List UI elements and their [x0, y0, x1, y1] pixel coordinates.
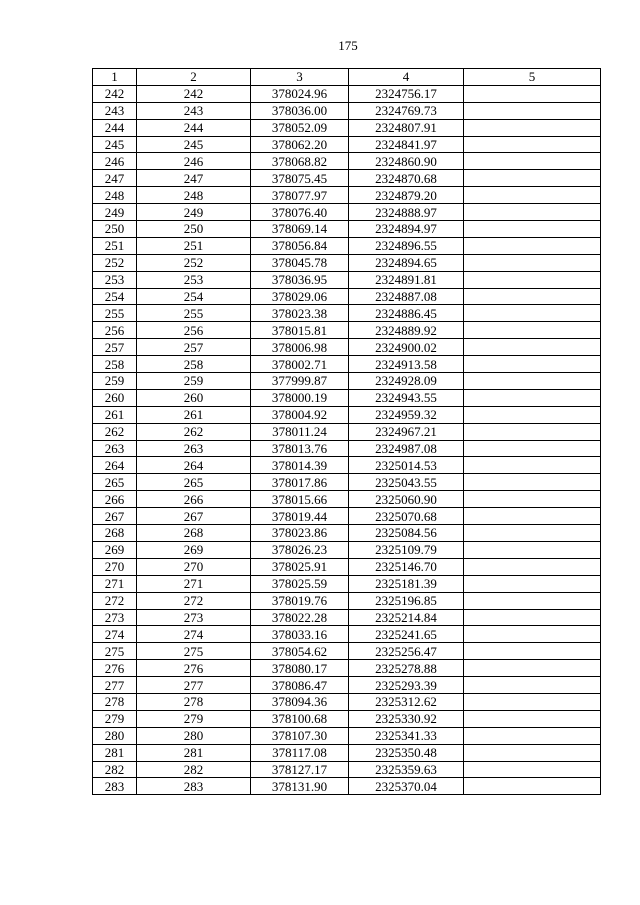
y-coordinate-cell: 2325293.39: [349, 677, 464, 694]
point-id-cell: 270: [137, 558, 251, 575]
note-cell: [464, 575, 601, 592]
point-id-cell: 242: [137, 85, 251, 102]
table-row: [93, 237, 601, 254]
point-number-cell: 242: [93, 85, 137, 102]
point-id-cell: 282: [137, 761, 251, 778]
point-id-cell: 283: [137, 778, 251, 795]
table-row: [93, 204, 601, 221]
table-row: [93, 609, 601, 626]
y-coordinate-cell: 2325146.70: [349, 558, 464, 575]
x-coordinate-cell: 378052.09: [251, 119, 349, 136]
y-coordinate-cell: 2325350.48: [349, 744, 464, 761]
point-id-cell: 268: [137, 525, 251, 542]
x-coordinate-cell: 378025.59: [251, 575, 349, 592]
point-id-cell: 276: [137, 660, 251, 677]
point-id-cell: 245: [137, 136, 251, 153]
y-coordinate-cell: 2324943.55: [349, 389, 464, 406]
point-id-cell: 246: [137, 153, 251, 170]
table-row: [93, 626, 601, 643]
table-row: [93, 254, 601, 271]
point-id-cell: 258: [137, 356, 251, 373]
point-number-cell: 247: [93, 170, 137, 187]
point-id-cell: 253: [137, 271, 251, 288]
y-coordinate-cell: 2325043.55: [349, 474, 464, 491]
y-coordinate-cell: 2324886.45: [349, 305, 464, 322]
table-row: [93, 288, 601, 305]
note-cell: [464, 423, 601, 440]
note-cell: [464, 271, 601, 288]
note-cell: [464, 541, 601, 558]
point-number-cell: 245: [93, 136, 137, 153]
point-number-cell: 244: [93, 119, 137, 136]
y-coordinate-cell: 2324967.21: [349, 423, 464, 440]
note-cell: [464, 339, 601, 356]
x-coordinate-cell: 378024.96: [251, 85, 349, 102]
point-number-cell: 271: [93, 575, 137, 592]
point-id-cell: 251: [137, 237, 251, 254]
point-id-cell: 257: [137, 339, 251, 356]
y-coordinate-cell: 2324879.20: [349, 187, 464, 204]
point-id-cell: 252: [137, 254, 251, 271]
point-number-cell: 280: [93, 727, 137, 744]
point-number-cell: 248: [93, 187, 137, 204]
table-row: [93, 187, 601, 204]
y-coordinate-cell: 2325370.04: [349, 778, 464, 795]
point-number-cell: 267: [93, 508, 137, 525]
x-coordinate-cell: 378002.71: [251, 356, 349, 373]
note-cell: [464, 693, 601, 710]
x-coordinate-cell: 378062.20: [251, 136, 349, 153]
x-coordinate-cell: 377999.87: [251, 373, 349, 390]
x-coordinate-cell: 378100.68: [251, 710, 349, 727]
point-number-cell: 273: [93, 609, 137, 626]
table-row: [93, 119, 601, 136]
x-coordinate-cell: 378069.14: [251, 221, 349, 238]
note-cell: [464, 221, 601, 238]
note-cell: [464, 187, 601, 204]
y-coordinate-cell: 2325278.88: [349, 660, 464, 677]
note-cell: [464, 710, 601, 727]
point-id-cell: 244: [137, 119, 251, 136]
point-id-cell: 272: [137, 592, 251, 609]
note-cell: [464, 288, 601, 305]
point-number-cell: 272: [93, 592, 137, 609]
note-cell: [464, 305, 601, 322]
y-coordinate-cell: 2324928.09: [349, 373, 464, 390]
y-coordinate-cell: 2324807.91: [349, 119, 464, 136]
point-id-cell: 269: [137, 541, 251, 558]
table-row: [93, 305, 601, 322]
point-id-cell: 249: [137, 204, 251, 221]
table-row: [93, 541, 601, 558]
x-coordinate-cell: 378015.81: [251, 322, 349, 339]
table-body: [93, 85, 601, 794]
y-coordinate-cell: 2324959.32: [349, 406, 464, 423]
note-cell: [464, 677, 601, 694]
note-cell: [464, 102, 601, 119]
point-number-cell: 256: [93, 322, 137, 339]
note-cell: [464, 170, 601, 187]
table-row: [93, 660, 601, 677]
y-coordinate-cell: 2325070.68: [349, 508, 464, 525]
table-row: [93, 457, 601, 474]
header-cell-5: 5: [464, 69, 601, 86]
point-number-cell: 268: [93, 525, 137, 542]
point-id-cell: 279: [137, 710, 251, 727]
table-row: [93, 778, 601, 795]
point-number-cell: 252: [93, 254, 137, 271]
note-cell: [464, 727, 601, 744]
note-cell: [464, 254, 601, 271]
table-row: [93, 440, 601, 457]
point-id-cell: 250: [137, 221, 251, 238]
note-cell: [464, 761, 601, 778]
table-row: [93, 406, 601, 423]
note-cell: [464, 744, 601, 761]
note-cell: [464, 373, 601, 390]
point-id-cell: 263: [137, 440, 251, 457]
point-number-cell: 269: [93, 541, 137, 558]
point-number-cell: 277: [93, 677, 137, 694]
table-row: [93, 761, 601, 778]
note-cell: [464, 85, 601, 102]
point-id-cell: 267: [137, 508, 251, 525]
page-number: 175: [338, 38, 358, 53]
x-coordinate-cell: 378026.23: [251, 541, 349, 558]
point-id-cell: 255: [137, 305, 251, 322]
point-id-cell: 265: [137, 474, 251, 491]
x-coordinate-cell: 378019.44: [251, 508, 349, 525]
table-row: [93, 136, 601, 153]
note-cell: [464, 389, 601, 406]
header-cell-1: 1: [93, 69, 137, 86]
x-coordinate-cell: 378025.91: [251, 558, 349, 575]
x-coordinate-cell: 378017.86: [251, 474, 349, 491]
note-cell: [464, 440, 601, 457]
point-number-cell: 259: [93, 373, 137, 390]
x-coordinate-cell: 378023.38: [251, 305, 349, 322]
point-id-cell: 275: [137, 643, 251, 660]
point-number-cell: 270: [93, 558, 137, 575]
table-row: [93, 592, 601, 609]
point-id-cell: 261: [137, 406, 251, 423]
table-row: [93, 153, 601, 170]
point-number-cell: 283: [93, 778, 137, 795]
point-number-cell: 251: [93, 237, 137, 254]
x-coordinate-cell: 378033.16: [251, 626, 349, 643]
table-row: [93, 643, 601, 660]
point-id-cell: 264: [137, 457, 251, 474]
y-coordinate-cell: 2325109.79: [349, 541, 464, 558]
y-coordinate-cell: 2324891.81: [349, 271, 464, 288]
point-number-cell: 250: [93, 221, 137, 238]
header-row: [93, 69, 601, 86]
note-cell: [464, 356, 601, 373]
table-row: [93, 491, 601, 508]
point-number-cell: 262: [93, 423, 137, 440]
y-coordinate-cell: 2324913.58: [349, 356, 464, 373]
point-id-cell: 262: [137, 423, 251, 440]
point-number-cell: 253: [93, 271, 137, 288]
x-coordinate-cell: 378019.76: [251, 592, 349, 609]
point-id-cell: 248: [137, 187, 251, 204]
x-coordinate-cell: 378023.86: [251, 525, 349, 542]
x-coordinate-cell: 378013.76: [251, 440, 349, 457]
header-cell-2: 2: [137, 69, 251, 86]
y-coordinate-cell: 2324870.68: [349, 170, 464, 187]
point-number-cell: 278: [93, 693, 137, 710]
x-coordinate-cell: 378107.30: [251, 727, 349, 744]
table-row: [93, 373, 601, 390]
y-coordinate-cell: 2325060.90: [349, 491, 464, 508]
y-coordinate-cell: 2324887.08: [349, 288, 464, 305]
y-coordinate-cell: 2324841.97: [349, 136, 464, 153]
x-coordinate-cell: 378014.39: [251, 457, 349, 474]
note-cell: [464, 237, 601, 254]
point-number-cell: 260: [93, 389, 137, 406]
x-coordinate-cell: 378080.17: [251, 660, 349, 677]
y-coordinate-cell: 2325341.33: [349, 727, 464, 744]
point-id-cell: 254: [137, 288, 251, 305]
table-row: [93, 693, 601, 710]
table-row: [93, 710, 601, 727]
table-row: [93, 221, 601, 238]
table-row: [93, 356, 601, 373]
point-number-cell: 264: [93, 457, 137, 474]
point-number-cell: 243: [93, 102, 137, 119]
note-cell: [464, 558, 601, 575]
point-number-cell: 254: [93, 288, 137, 305]
y-coordinate-cell: 2324769.73: [349, 102, 464, 119]
x-coordinate-cell: 378036.00: [251, 102, 349, 119]
x-coordinate-cell: 378076.40: [251, 204, 349, 221]
x-coordinate-cell: 378011.24: [251, 423, 349, 440]
point-number-cell: 275: [93, 643, 137, 660]
point-id-cell: 278: [137, 693, 251, 710]
table-row: [93, 575, 601, 592]
table-row: [93, 525, 601, 542]
point-number-cell: 279: [93, 710, 137, 727]
point-number-cell: 255: [93, 305, 137, 322]
table-row: [93, 744, 601, 761]
x-coordinate-cell: 378077.97: [251, 187, 349, 204]
x-coordinate-cell: 378127.17: [251, 761, 349, 778]
x-coordinate-cell: 378054.62: [251, 643, 349, 660]
note-cell: [464, 491, 601, 508]
table-row: [93, 727, 601, 744]
table-row: [93, 85, 601, 102]
y-coordinate-cell: 2325359.63: [349, 761, 464, 778]
point-number-cell: 281: [93, 744, 137, 761]
x-coordinate-cell: 378086.47: [251, 677, 349, 694]
x-coordinate-cell: 378056.84: [251, 237, 349, 254]
point-id-cell: 281: [137, 744, 251, 761]
y-coordinate-cell: 2324900.02: [349, 339, 464, 356]
note-cell: [464, 609, 601, 626]
note-cell: [464, 457, 601, 474]
x-coordinate-cell: 378075.45: [251, 170, 349, 187]
point-id-cell: 277: [137, 677, 251, 694]
y-coordinate-cell: 2324860.90: [349, 153, 464, 170]
x-coordinate-cell: 378068.82: [251, 153, 349, 170]
point-id-cell: 243: [137, 102, 251, 119]
point-number-cell: 274: [93, 626, 137, 643]
note-cell: [464, 626, 601, 643]
point-number-cell: 282: [93, 761, 137, 778]
point-id-cell: 280: [137, 727, 251, 744]
note-cell: [464, 660, 601, 677]
y-coordinate-cell: 2324896.55: [349, 237, 464, 254]
x-coordinate-cell: 378004.92: [251, 406, 349, 423]
x-coordinate-cell: 378094.36: [251, 693, 349, 710]
note-cell: [464, 406, 601, 423]
note-cell: [464, 119, 601, 136]
point-id-cell: 256: [137, 322, 251, 339]
y-coordinate-cell: 2325196.85: [349, 592, 464, 609]
table-row: [93, 474, 601, 491]
y-coordinate-cell: 2324987.08: [349, 440, 464, 457]
point-number-cell: 265: [93, 474, 137, 491]
point-id-cell: 260: [137, 389, 251, 406]
y-coordinate-cell: 2325084.56: [349, 525, 464, 542]
x-coordinate-cell: 378131.90: [251, 778, 349, 795]
note-cell: [464, 525, 601, 542]
note-cell: [464, 322, 601, 339]
point-id-cell: 266: [137, 491, 251, 508]
y-coordinate-cell: 2325181.39: [349, 575, 464, 592]
note-cell: [464, 474, 601, 491]
table-row: [93, 339, 601, 356]
point-number-cell: 276: [93, 660, 137, 677]
x-coordinate-cell: 378029.06: [251, 288, 349, 305]
point-number-cell: 249: [93, 204, 137, 221]
point-id-cell: 247: [137, 170, 251, 187]
point-number-cell: 263: [93, 440, 137, 457]
y-coordinate-cell: 2324894.65: [349, 254, 464, 271]
x-coordinate-cell: 378006.98: [251, 339, 349, 356]
table-header: [93, 69, 601, 86]
x-coordinate-cell: 378045.78: [251, 254, 349, 271]
point-number-cell: 266: [93, 491, 137, 508]
table-row: [93, 508, 601, 525]
table-row: [93, 322, 601, 339]
point-number-cell: 258: [93, 356, 137, 373]
x-coordinate-cell: 378036.95: [251, 271, 349, 288]
y-coordinate-cell: 2324888.97: [349, 204, 464, 221]
point-number-cell: 246: [93, 153, 137, 170]
x-coordinate-cell: 378000.19: [251, 389, 349, 406]
y-coordinate-cell: 2324756.17: [349, 85, 464, 102]
x-coordinate-cell: 378022.28: [251, 609, 349, 626]
point-number-cell: 261: [93, 406, 137, 423]
note-cell: [464, 643, 601, 660]
table-row: [93, 677, 601, 694]
y-coordinate-cell: 2325014.53: [349, 457, 464, 474]
table-row: [93, 102, 601, 119]
point-id-cell: 273: [137, 609, 251, 626]
note-cell: [464, 136, 601, 153]
point-number-cell: 257: [93, 339, 137, 356]
note-cell: [464, 508, 601, 525]
y-coordinate-cell: 2325214.84: [349, 609, 464, 626]
note-cell: [464, 592, 601, 609]
point-id-cell: 274: [137, 626, 251, 643]
y-coordinate-cell: 2325241.65: [349, 626, 464, 643]
y-coordinate-cell: 2325330.92: [349, 710, 464, 727]
y-coordinate-cell: 2324889.92: [349, 322, 464, 339]
y-coordinate-cell: 2325256.47: [349, 643, 464, 660]
header-cell-3: 3: [251, 69, 349, 86]
note-cell: [464, 153, 601, 170]
table-row: [93, 271, 601, 288]
table-row: [93, 423, 601, 440]
y-coordinate-cell: 2324894.97: [349, 221, 464, 238]
header-cell-4: 4: [349, 69, 464, 86]
x-coordinate-cell: 378015.66: [251, 491, 349, 508]
table-row: [93, 558, 601, 575]
table-row: [93, 170, 601, 187]
table-row: [93, 389, 601, 406]
point-id-cell: 259: [137, 373, 251, 390]
point-id-cell: 271: [137, 575, 251, 592]
note-cell: [464, 204, 601, 221]
y-coordinate-cell: 2325312.62: [349, 693, 464, 710]
x-coordinate-cell: 378117.08: [251, 744, 349, 761]
coordinates-table: [92, 68, 601, 795]
note-cell: [464, 778, 601, 795]
